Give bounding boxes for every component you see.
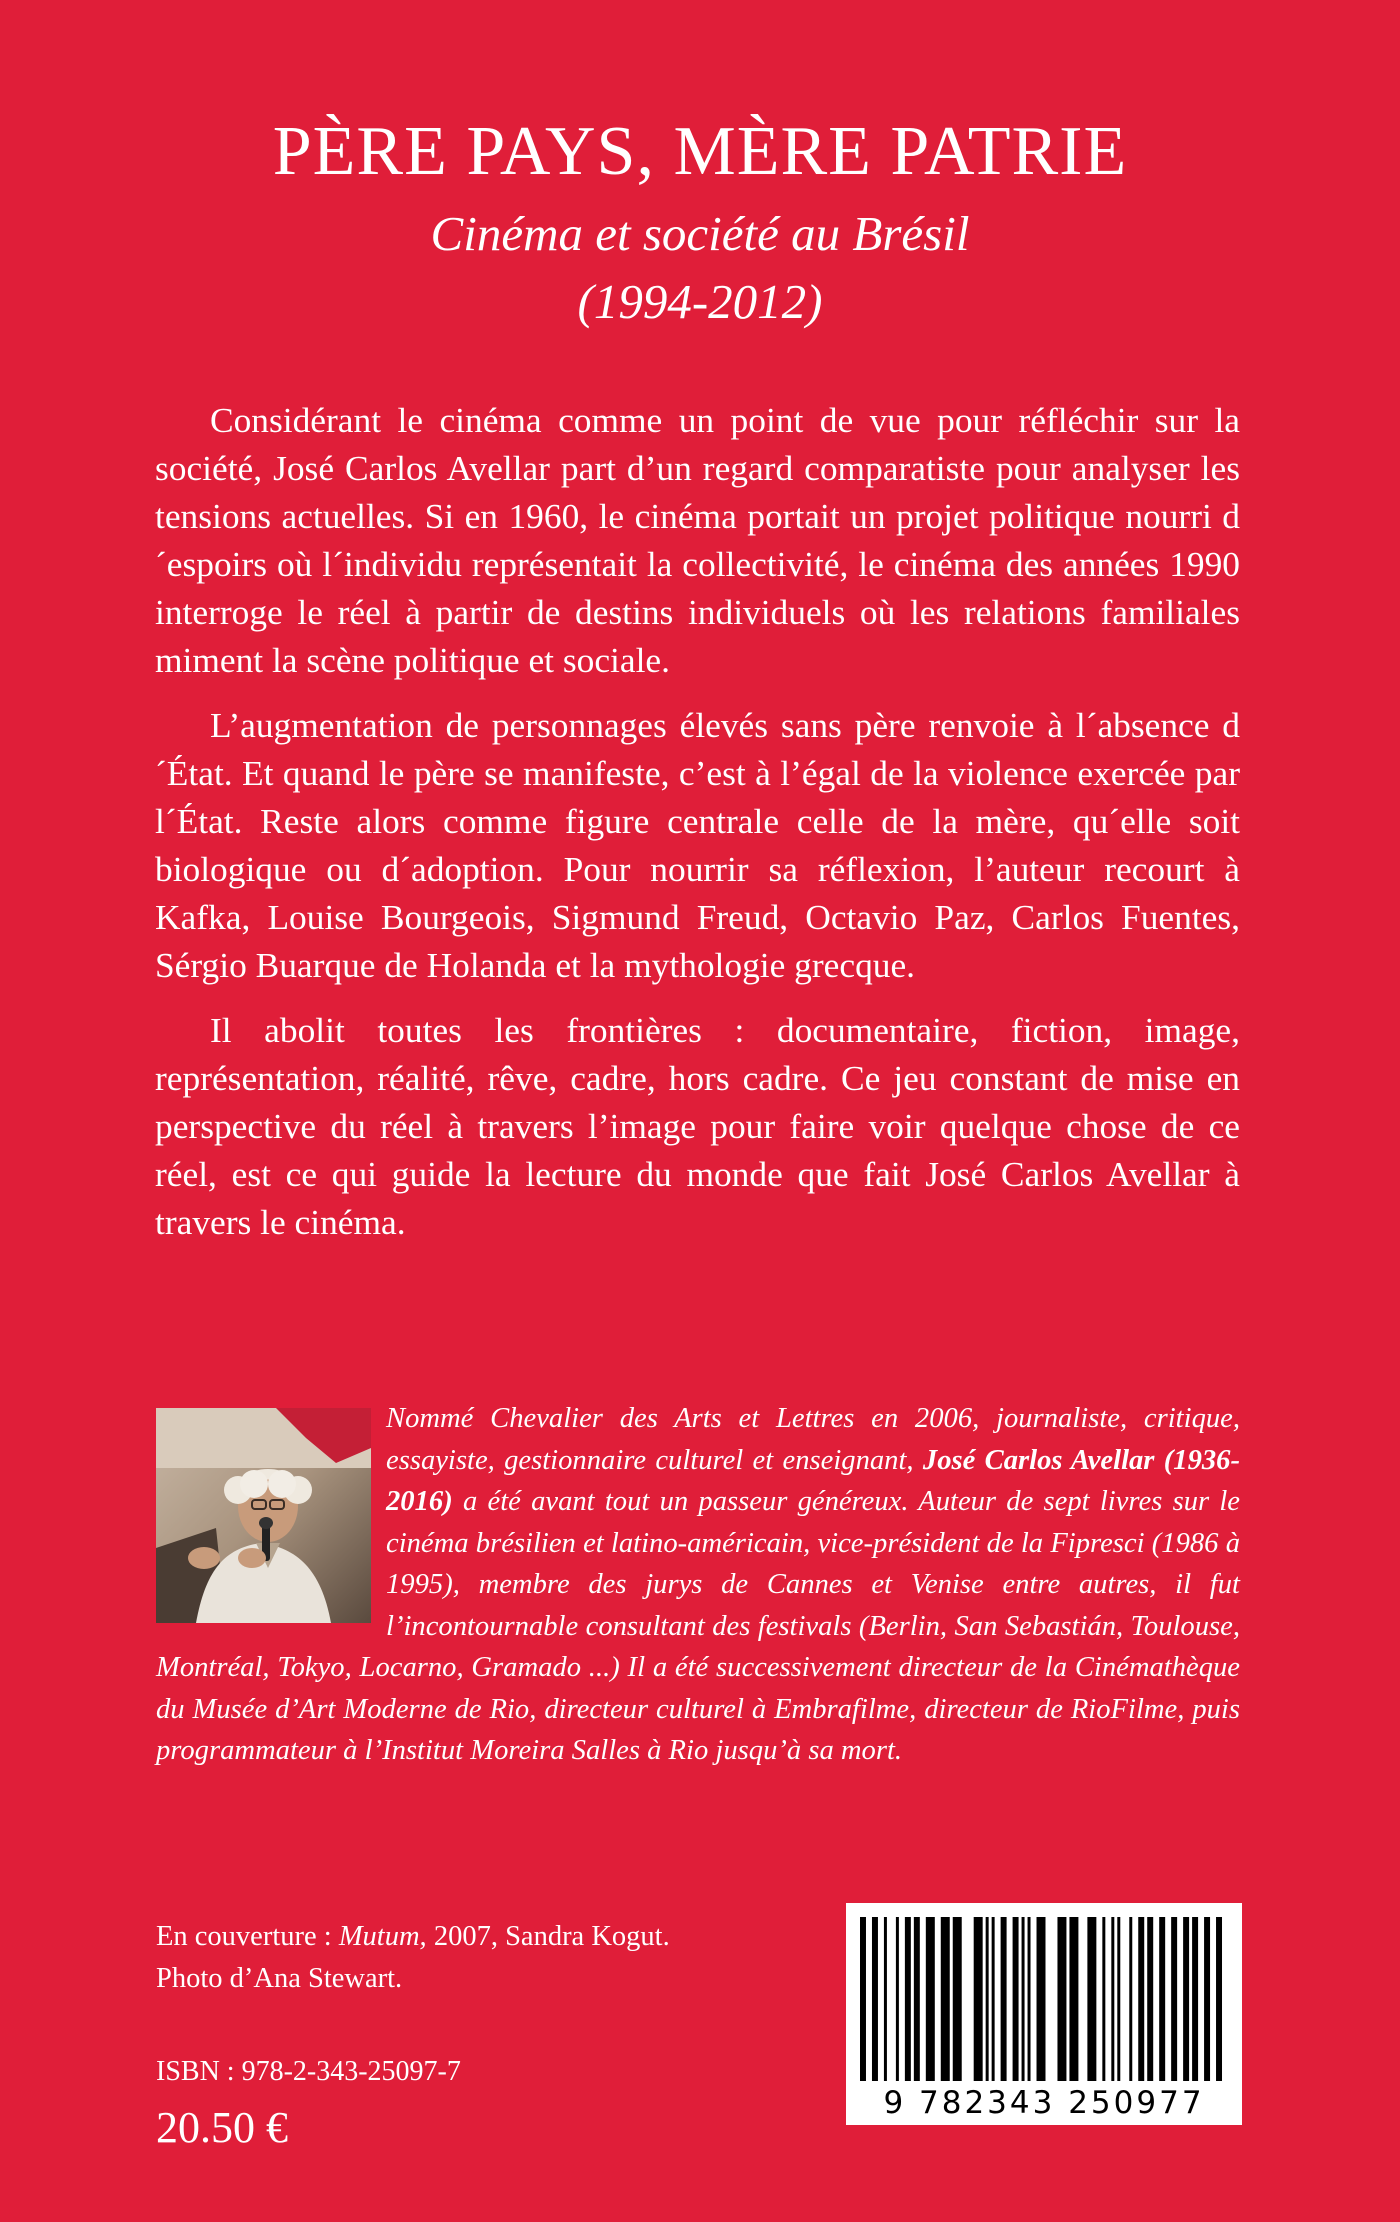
bio-text: a été avant tout un passeur généreux. Auteur de sept livres sur le cinéma brésilien et latino-américain, vice-président de la Fipresci (1986 à 1995), membre des jurys de Cannes et Venise entre autres, il fut l’incontournable consultant des festivals (Berlin, San Sebastián, Toulouse, Montréal, Tokyo, Locarno, Gramado ...) Il a été successivement directeur de la Cinémathèque du Musée d’Art Moderne de Rio, directeur culturel à Embrafilme, directeur de RioFilme, puis programmateur à l’Institut Moreira Salles à Rio jusqu’à sa mort. (156, 1486, 1240, 1766)
barcode-bar (914, 1917, 920, 2081)
book-title: PÈRE PAYS, MÈRE PATRIE (272, 113, 1128, 190)
cover-credit-line (156, 1916, 856, 1958)
cover-credits (156, 1916, 856, 2000)
barcode-bar (884, 1917, 887, 2081)
barcode-bar (1117, 1917, 1120, 2081)
barcode-bar (1102, 1917, 1105, 2081)
isbn: ISBN : 978-2-343-25097-7 (156, 2056, 461, 2087)
barcode-digits: 9 782343 250977 (883, 2085, 1205, 2121)
barcode-bar (1216, 1917, 1222, 2081)
barcode-bar (1069, 1917, 1078, 2081)
barcode-bar (1001, 1917, 1007, 2081)
back-cover-description (155, 396, 1240, 1263)
description-paragraph: Il abolit toutes les frontières : documentaire, fiction, image, représentation, réalité, rêve, cadre, hors cadre. Ce jeu constant de mise en perspective du réel à travers l’image pour faire voir quelque chose de ce réel, est ce qui guide la lecture du monde que fait José Carlos Avellar à travers le cinéma. (155, 1010, 1240, 1242)
barcode-bar (941, 1917, 950, 2081)
subtitle-line: Cinéma et société au Brésil (430, 206, 970, 261)
barcode-bar (1171, 1917, 1177, 2081)
photo-credit-line: Photo d’Ana Stewart. (156, 1963, 403, 1994)
barcode-bar (1057, 1917, 1066, 2081)
barcode-bar (860, 1917, 866, 2081)
book-subtitle (0, 200, 1400, 336)
credit-prefix: En couverture : (156, 1921, 339, 1952)
barcode-bar (1138, 1917, 1144, 2081)
price: 20.50 € (156, 2103, 288, 2152)
author-biography (156, 1398, 1240, 1772)
description-paragraph: Considérant le cinéma comme un point de vue pour réfléchir sur la société, José Carlos Avellar part d’un regard comparatiste pour analyser les tensions actuelles. Si en 1960, le cinéma portait un projet politique nourri d´espoirs où l´individu représentait la collectivité, le cinéma des années 1990 interroge le réel à partir de destins individuels où les relations familiales miment la scène politique et sociale. (155, 400, 1240, 680)
barcode-bar (872, 1917, 878, 2081)
subtitle-dates: (1994-2012) (577, 274, 823, 329)
credit-work-rest: 2007, Sandra Kogut. (426, 1921, 670, 1952)
barcode-bar (1204, 1917, 1210, 2081)
barcode-bar (986, 1917, 989, 2081)
barcode-bar (1129, 1917, 1132, 2081)
barcode-bar (1183, 1917, 1189, 2081)
author-name: José Carlos Avellar (1936-2016) (386, 1444, 1241, 1517)
barcode-bar (896, 1917, 899, 2081)
barcode-bar (992, 1917, 995, 2081)
barcode-bar (905, 1917, 911, 2081)
bio-text: Nommé Chevalier des Arts et Lettres en 2006, journaliste, critique, essayiste, gestionnaire culturel et enseignant, (386, 1403, 1240, 1476)
barcode-bar (1111, 1917, 1114, 2081)
barcode (846, 1903, 1242, 2125)
barcode-bar (1037, 1917, 1046, 2081)
description-paragraph: L’augmentation de personnages élevés sans père renvoie à l´absence d´État. Et quand le père se manifeste, c’est à l’égal de la violence exercée par l´État. Reste alors comme figure centrale celle de la mère, qu´elle soit biologique ou d´adoption. Pour nourrir sa réflexion, l’auteur recourt à Kafka, Louise Bourgeois, Sigmund Freud, Octavio Paz, Carlos Fuentes, Sérgio Buarque de Holanda et la mythologie grecque. (155, 705, 1240, 985)
barcode-bar (926, 1917, 935, 2081)
barcode-bar (1159, 1917, 1165, 2081)
credit-work-title: Mutum, (338, 1921, 427, 1952)
barcode-bar (1022, 1917, 1025, 2081)
photo-spacer (156, 1398, 386, 1636)
barcode-bar (1013, 1917, 1019, 2081)
barcode-bar (1147, 1917, 1153, 2081)
barcode-bar (1028, 1917, 1031, 2081)
barcode-bars (846, 1903, 1242, 2083)
barcode-bar (974, 1917, 983, 2081)
barcode-bar (953, 1917, 962, 2081)
barcode-bar (1087, 1917, 1096, 2081)
barcode-bar (1192, 1917, 1198, 2081)
